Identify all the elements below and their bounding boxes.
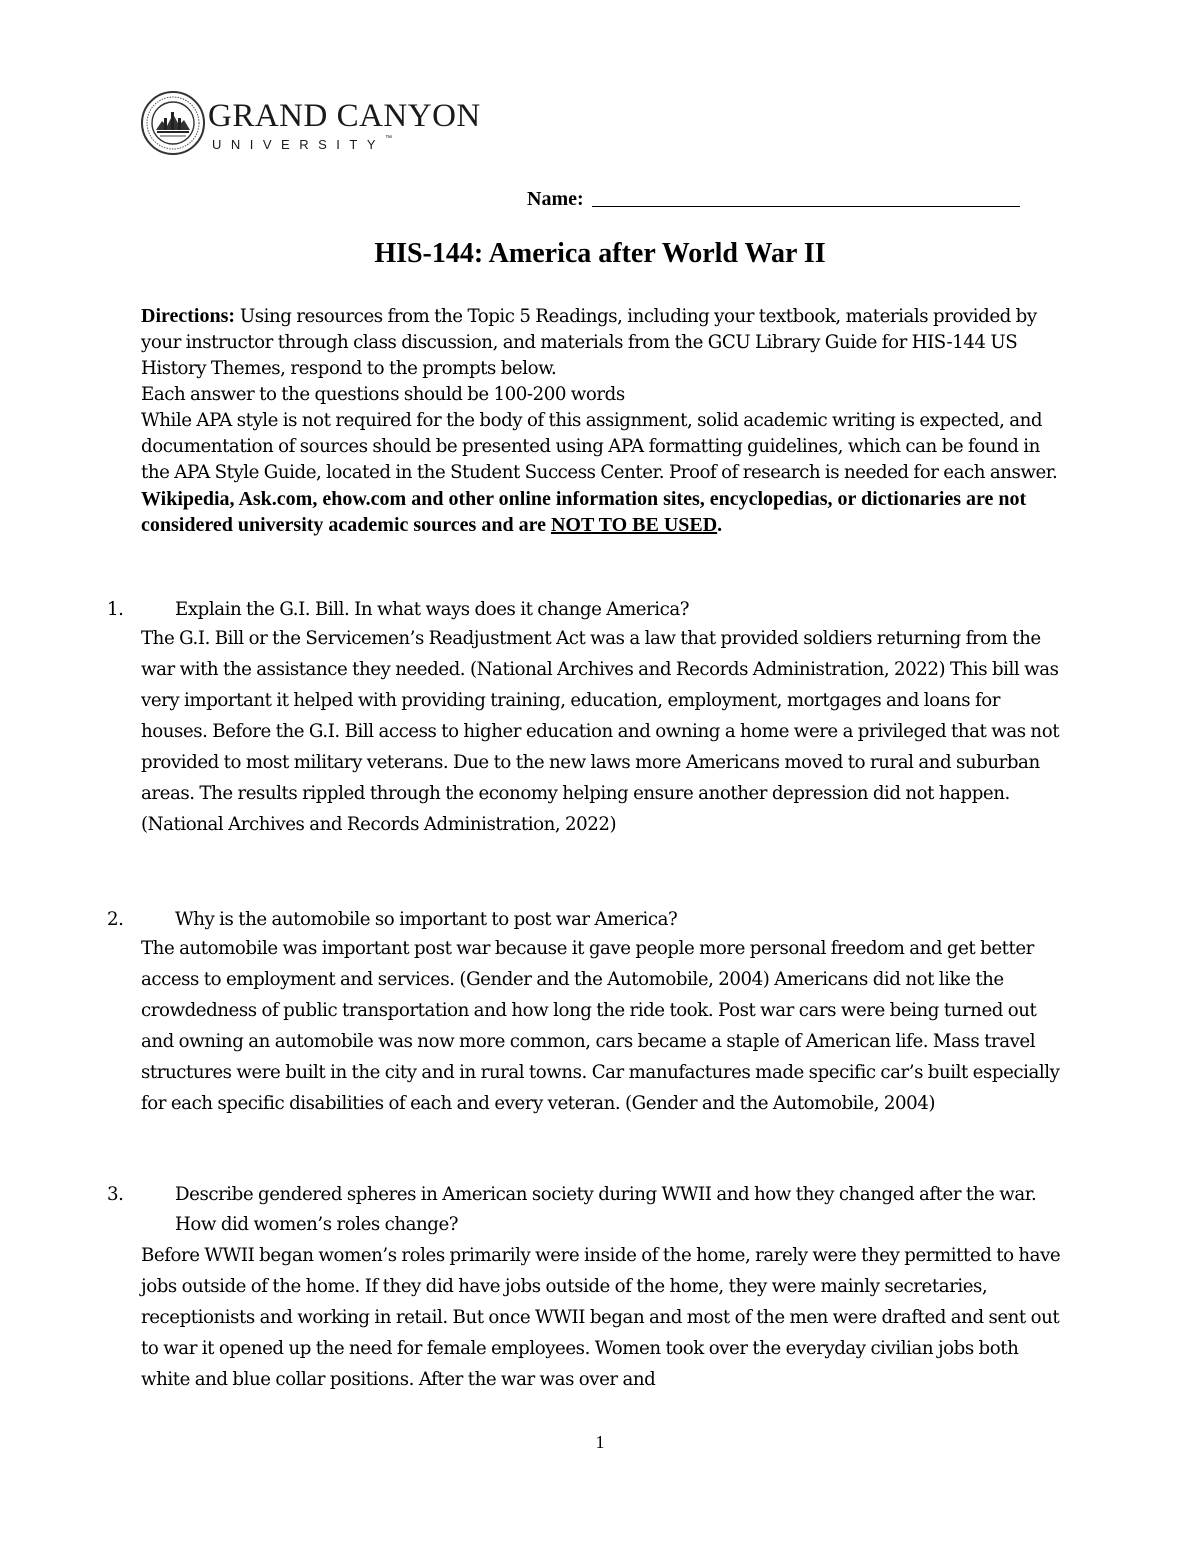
question-3 (107, 1180, 1071, 1395)
question-number: 1. (107, 599, 124, 620)
directions-paragraph (141, 303, 1071, 382)
trademark-symbol: ™ (385, 135, 393, 142)
question-number: 2. (107, 909, 124, 930)
brand-name: GRAND CANYON (208, 98, 481, 134)
university-logo (140, 88, 481, 164)
sources-warning: Wikipedia, Ask.com, ehow.com and other online information sites, encyclopedias, or dictionaries are not considered university academic sources and are NOT TO BE USED. (141, 488, 1027, 536)
name-label: Name: (527, 188, 584, 210)
question-prompt: 3. Describe gendered spheres in American society during WWII and how they changed after the war. How did women’s roles change? (141, 1180, 1071, 1240)
page-title: HIS-144: America after World War II (374, 238, 826, 269)
university-seal-icon (140, 88, 206, 158)
question-answer: The G.I. Bill or the Servicemen’s Readjustment Act was a law that provided soldiers returning from the war with the assistance they needed. (National Archives and Records Administration, 2022) This bill was very important it helped with providing training, education, employment, mortgages and loans for houses. Before the G.I. Bill access to higher education and owning a home were a privileged that was not provided to most military veterans. Due to the new laws more Americans moved to rural and suburban areas. The results rippled through the economy helping ensure another depression did not happen. (National Archives and Records Administration, 2022) (141, 628, 1060, 835)
question-answer: Before WWII began women’s roles primarily were inside of the home, rarely were they permitted to have jobs outside of the home. If they did have jobs outside of the home, they were mainly secretaries, receptionists and working in retail. But once WWII began and most of the men were drafted and sent out to war it opened up the need for female employees. Women took over the everyday civilian jobs both white and blue collar positions. After the war was over and (141, 1245, 1061, 1390)
directions-text: Using resources from the Topic 5 Readings, including your textbook, materials provided by your instructor through class discussion, and materials from the GCU Library Guide for HIS-144 US History Themes, respond to the prompts below. (141, 306, 1037, 379)
name-field (527, 186, 1020, 211)
apa-note: While APA style is not required for the body of this assignment, solid academic writing is expected, and documentation of sources should be presented using APA formatting guidelines, which can be found in the APA Style Guide, located in the Student Success Center. Proof of research is needed for each answer. (141, 410, 1058, 483)
name-blank-line (592, 186, 1020, 207)
question-prompt: 2. Why is the automobile so important to post war America? (141, 906, 1071, 933)
question-2 (107, 906, 1071, 1119)
directions-label: Directions: (141, 305, 236, 327)
directions-block (141, 303, 1071, 538)
question-prompt: 1. Explain the G.I. Bill. In what ways does it change America? (141, 596, 1071, 623)
brand-subtitle: UNIVERSITY™ (212, 135, 393, 152)
page-number: 1 (595, 1432, 605, 1452)
not-to-be-used: NOT TO BE USED (550, 514, 718, 536)
question-1 (107, 596, 1071, 840)
question-number: 3. (107, 1184, 124, 1205)
question-answer: The automobile was important post war because it gave people more personal freedom and get better access to employment and services. (Gender and the Automobile, 2004) Americans did not like the crowdedness of public transportation and how long the ride took. Post war cars were being turned out and owning an automobile was now more common, cars became a staple of American life. Mass travel structures were built in the city and in rural towns. Car manufactures made specific car’s built especially for each specific disabilities of each and every veteran. (Gender and the Automobile, 2004) (141, 938, 1060, 1114)
word-count-note: Each answer to the questions should be 100-200 words (141, 384, 625, 405)
